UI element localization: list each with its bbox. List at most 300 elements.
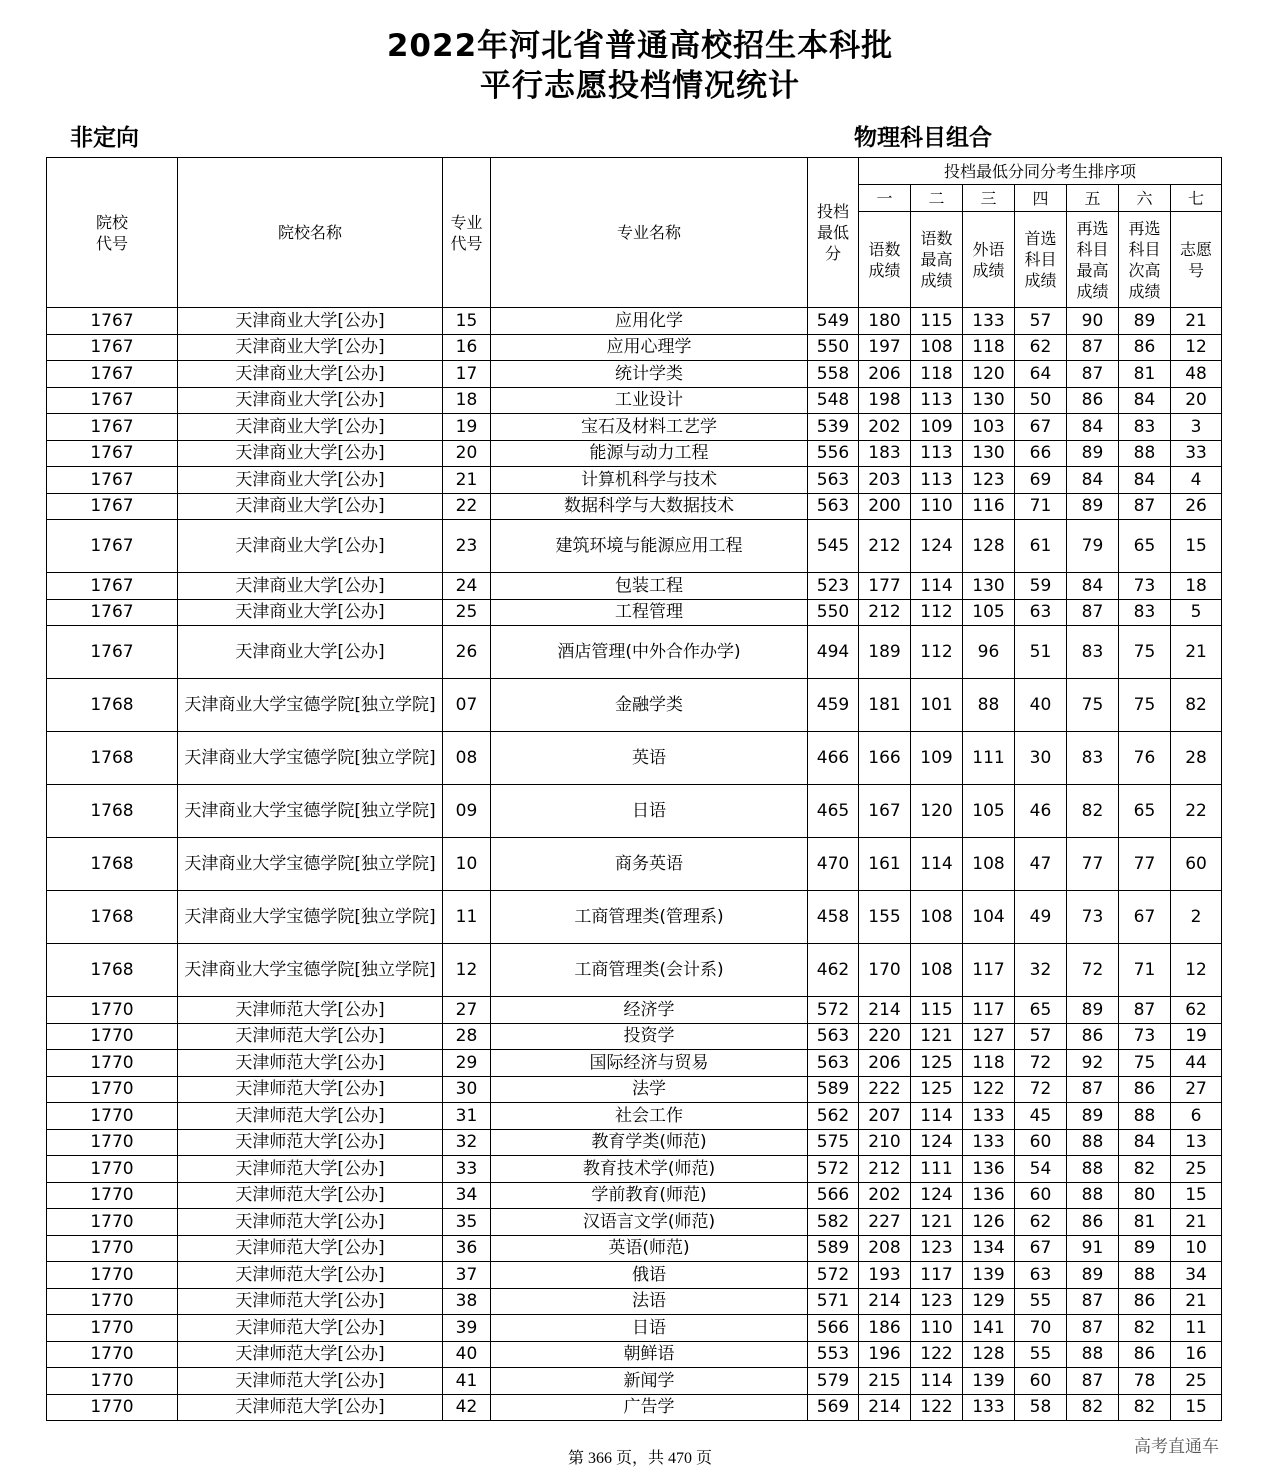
header-major-name: 专业名称 — [491, 158, 808, 308]
cell-school-code: 1767 — [47, 467, 178, 494]
header-tie-item-text: 外语成绩 — [972, 239, 1005, 280]
cell-tie-2: 101 — [911, 679, 963, 732]
header-ordinal: 一 — [859, 185, 911, 212]
cell-tie-2: 122 — [911, 1394, 963, 1421]
cell-tie-6: 71 — [1119, 944, 1171, 997]
cell-tie-5: 88 — [1067, 1341, 1119, 1368]
cell-tie-6: 88 — [1119, 1262, 1171, 1289]
cell-tie-7: 44 — [1171, 1050, 1222, 1077]
cell-school-name: 天津师范大学[公办] — [178, 1288, 443, 1315]
cell-school-code: 1770 — [47, 1235, 178, 1262]
cell-min-score: 545 — [808, 520, 859, 573]
header-tie-item-text: 再选科目次高成绩 — [1128, 218, 1161, 301]
cell-tie-3: 108 — [963, 838, 1015, 891]
cell-major-code: 41 — [443, 1368, 491, 1395]
header-tie-item — [911, 212, 963, 308]
cell-major-code: 16 — [443, 334, 491, 361]
cell-tie-5: 87 — [1067, 361, 1119, 388]
table-row — [47, 891, 1222, 944]
table-row — [47, 414, 1222, 441]
cell-tie-7: 10 — [1171, 1235, 1222, 1262]
cell-major-name: 汉语言文学(师范) — [491, 1209, 808, 1236]
cell-tie-3: 96 — [963, 626, 1015, 679]
table-row — [47, 467, 1222, 494]
cell-tie-5: 72 — [1067, 944, 1119, 997]
cell-tie-2: 114 — [911, 573, 963, 600]
cell-tie-7: 28 — [1171, 732, 1222, 785]
cell-tie-7: 26 — [1171, 493, 1222, 520]
cell-tie-2: 115 — [911, 308, 963, 335]
cell-tie-2: 125 — [911, 1050, 963, 1077]
cell-school-name: 天津师范大学[公办] — [178, 1262, 443, 1289]
cell-school-name: 天津商业大学宝德学院[独立学院] — [178, 732, 443, 785]
cell-min-score: 459 — [808, 679, 859, 732]
cell-tie-4: 46 — [1015, 785, 1067, 838]
header-tie-item-text: 语数最高成绩 — [920, 229, 953, 290]
cell-major-code: 08 — [443, 732, 491, 785]
cell-min-score: 572 — [808, 1156, 859, 1183]
table-body — [47, 308, 1222, 1421]
cell-tie-5: 86 — [1067, 1209, 1119, 1236]
cell-major-code: 42 — [443, 1394, 491, 1421]
cell-major-name: 教育技术学(师范) — [491, 1156, 808, 1183]
cell-tie-3: 104 — [963, 891, 1015, 944]
cell-tie-5: 84 — [1067, 414, 1119, 441]
cell-major-name: 日语 — [491, 1315, 808, 1342]
cell-tie-7: 20 — [1171, 387, 1222, 414]
cell-tie-3: 133 — [963, 1129, 1015, 1156]
cell-major-name: 包装工程 — [491, 573, 808, 600]
cell-school-code: 1768 — [47, 679, 178, 732]
cell-tie-5: 88 — [1067, 1182, 1119, 1209]
cell-major-name: 新闻学 — [491, 1368, 808, 1395]
table-row — [47, 944, 1222, 997]
cell-major-code: 35 — [443, 1209, 491, 1236]
cell-school-code: 1768 — [47, 891, 178, 944]
header-min-score — [808, 158, 859, 308]
cell-tie-1: 161 — [859, 838, 911, 891]
cell-tie-4: 50 — [1015, 387, 1067, 414]
cell-major-name: 统计学类 — [491, 361, 808, 388]
cell-tie-4: 69 — [1015, 467, 1067, 494]
cell-min-score: 589 — [808, 1076, 859, 1103]
cell-min-score: 550 — [808, 334, 859, 361]
cell-school-code: 1770 — [47, 1368, 178, 1395]
cell-tie-3: 111 — [963, 732, 1015, 785]
cell-tie-3: 134 — [963, 1235, 1015, 1262]
cell-tie-3: 136 — [963, 1156, 1015, 1183]
cell-tie-2: 114 — [911, 838, 963, 891]
cell-tie-4: 62 — [1015, 1209, 1067, 1236]
cell-school-code: 1768 — [47, 785, 178, 838]
cell-major-name: 数据科学与大数据技术 — [491, 493, 808, 520]
cell-tie-3: 117 — [963, 997, 1015, 1024]
cell-min-score: 556 — [808, 440, 859, 467]
cell-tie-7: 82 — [1171, 679, 1222, 732]
cell-school-name: 天津商业大学宝德学院[独立学院] — [178, 891, 443, 944]
cell-tie-5: 92 — [1067, 1050, 1119, 1077]
header-school-code-text: 院校代号 — [95, 212, 128, 253]
cell-major-name: 能源与动力工程 — [491, 440, 808, 467]
cell-tie-6: 88 — [1119, 440, 1171, 467]
cell-major-name: 酒店管理(中外合作办学) — [491, 626, 808, 679]
cell-tie-6: 88 — [1119, 1103, 1171, 1130]
cell-tie-7: 12 — [1171, 334, 1222, 361]
cell-tie-4: 51 — [1015, 626, 1067, 679]
cell-tie-7: 48 — [1171, 361, 1222, 388]
cell-major-code: 07 — [443, 679, 491, 732]
cell-major-name: 学前教育(师范) — [491, 1182, 808, 1209]
header-major-code-text: 专业代号 — [450, 212, 483, 253]
cell-major-code: 09 — [443, 785, 491, 838]
table-row — [47, 1394, 1222, 1421]
cell-min-score: 562 — [808, 1103, 859, 1130]
cell-tie-4: 71 — [1015, 493, 1067, 520]
cell-tie-1: 167 — [859, 785, 911, 838]
cell-tie-2: 114 — [911, 1103, 963, 1130]
cell-tie-3: 126 — [963, 1209, 1015, 1236]
cell-tie-6: 83 — [1119, 414, 1171, 441]
cell-school-name: 天津师范大学[公办] — [178, 1235, 443, 1262]
cell-tie-6: 78 — [1119, 1368, 1171, 1395]
cell-tie-1: 198 — [859, 387, 911, 414]
cell-min-score: 462 — [808, 944, 859, 997]
cell-tie-2: 110 — [911, 1315, 963, 1342]
cell-school-name: 天津商业大学宝德学院[独立学院] — [178, 944, 443, 997]
table-row — [47, 785, 1222, 838]
cell-tie-1: 155 — [859, 891, 911, 944]
cell-tie-6: 86 — [1119, 334, 1171, 361]
header-tie-item-text: 语数成绩 — [868, 239, 901, 280]
cell-tie-5: 77 — [1067, 838, 1119, 891]
category-label: 非定向 — [70, 125, 139, 151]
table-row — [47, 334, 1222, 361]
header-ordinal: 二 — [911, 185, 963, 212]
cell-tie-4: 64 — [1015, 361, 1067, 388]
cell-min-score: 523 — [808, 573, 859, 600]
cell-school-code: 1767 — [47, 334, 178, 361]
table-row — [47, 1368, 1222, 1395]
cell-tie-5: 87 — [1067, 1315, 1119, 1342]
watermark: 高考直通车 — [1134, 1437, 1219, 1457]
header-tie-item — [1015, 212, 1067, 308]
cell-school-code: 1770 — [47, 997, 178, 1024]
cell-tie-4: 45 — [1015, 1103, 1067, 1130]
cell-major-code: 25 — [443, 599, 491, 626]
cell-tie-4: 62 — [1015, 334, 1067, 361]
header-tie-item — [963, 212, 1015, 308]
cell-major-code: 32 — [443, 1129, 491, 1156]
cell-major-name: 金融学类 — [491, 679, 808, 732]
cell-tie-1: 193 — [859, 1262, 911, 1289]
cell-tie-5: 89 — [1067, 997, 1119, 1024]
cell-tie-1: 212 — [859, 520, 911, 573]
cell-tie-3: 130 — [963, 387, 1015, 414]
cell-major-name: 投资学 — [491, 1023, 808, 1050]
cell-tie-3: 127 — [963, 1023, 1015, 1050]
cell-tie-2: 112 — [911, 626, 963, 679]
cell-tie-7: 6 — [1171, 1103, 1222, 1130]
cell-tie-6: 82 — [1119, 1156, 1171, 1183]
table-row — [47, 1315, 1222, 1342]
cell-tie-4: 61 — [1015, 520, 1067, 573]
table-row — [47, 626, 1222, 679]
cell-min-score: 571 — [808, 1288, 859, 1315]
cell-school-code: 1770 — [47, 1129, 178, 1156]
cell-tie-6: 80 — [1119, 1182, 1171, 1209]
header-tie-item-text: 再选科目最高成绩 — [1076, 218, 1109, 301]
cell-major-name: 商务英语 — [491, 838, 808, 891]
cell-min-score: 465 — [808, 785, 859, 838]
cell-major-code: 12 — [443, 944, 491, 997]
cell-tie-4: 32 — [1015, 944, 1067, 997]
cell-major-name: 工商管理类(会计系) — [491, 944, 808, 997]
cell-school-code: 1770 — [47, 1209, 178, 1236]
cell-tie-7: 25 — [1171, 1156, 1222, 1183]
cell-school-code: 1768 — [47, 838, 178, 891]
header-major-code — [443, 158, 491, 308]
cell-tie-2: 118 — [911, 361, 963, 388]
table-row — [47, 387, 1222, 414]
cell-tie-1: 183 — [859, 440, 911, 467]
cell-min-score: 582 — [808, 1209, 859, 1236]
cell-tie-6: 84 — [1119, 1129, 1171, 1156]
cell-major-name: 英语 — [491, 732, 808, 785]
table-row — [47, 1288, 1222, 1315]
table-row — [47, 1103, 1222, 1130]
cell-tie-7: 34 — [1171, 1262, 1222, 1289]
cell-school-code: 1770 — [47, 1315, 178, 1342]
cell-school-name: 天津师范大学[公办] — [178, 997, 443, 1024]
cell-tie-1: 206 — [859, 361, 911, 388]
table-row — [47, 1262, 1222, 1289]
cell-tie-3: 118 — [963, 334, 1015, 361]
cell-min-score: 550 — [808, 599, 859, 626]
cell-tie-6: 76 — [1119, 732, 1171, 785]
cell-tie-3: 133 — [963, 1394, 1015, 1421]
cell-school-name: 天津师范大学[公办] — [178, 1341, 443, 1368]
cell-tie-2: 108 — [911, 891, 963, 944]
cell-tie-5: 91 — [1067, 1235, 1119, 1262]
cell-major-code: 11 — [443, 891, 491, 944]
table-row — [47, 1182, 1222, 1209]
cell-major-code: 26 — [443, 626, 491, 679]
cell-tie-2: 112 — [911, 599, 963, 626]
cell-major-code: 31 — [443, 1103, 491, 1130]
table-row — [47, 1076, 1222, 1103]
cell-tie-7: 19 — [1171, 1023, 1222, 1050]
cell-major-name: 应用化学 — [491, 308, 808, 335]
cell-tie-1: 220 — [859, 1023, 911, 1050]
cell-tie-5: 89 — [1067, 440, 1119, 467]
cell-tie-7: 27 — [1171, 1076, 1222, 1103]
header-ordinal: 四 — [1015, 185, 1067, 212]
table-row — [47, 1129, 1222, 1156]
cell-tie-6: 65 — [1119, 785, 1171, 838]
header-min-score-text: 投档最低分 — [816, 202, 849, 263]
cell-school-name: 天津商业大学[公办] — [178, 440, 443, 467]
cell-major-code: 24 — [443, 573, 491, 600]
cell-tie-1: 210 — [859, 1129, 911, 1156]
cell-min-score: 575 — [808, 1129, 859, 1156]
cell-tie-4: 60 — [1015, 1368, 1067, 1395]
cell-major-code: 27 — [443, 997, 491, 1024]
cell-tie-2: 125 — [911, 1076, 963, 1103]
cell-tie-1: 203 — [859, 467, 911, 494]
cell-tie-2: 121 — [911, 1209, 963, 1236]
cell-tie-1: 215 — [859, 1368, 911, 1395]
admission-table — [46, 157, 1222, 1421]
cell-major-name: 经济学 — [491, 997, 808, 1024]
cell-school-name: 天津商业大学[公办] — [178, 493, 443, 520]
cell-tie-1: 222 — [859, 1076, 911, 1103]
table-row — [47, 679, 1222, 732]
cell-tie-4: 57 — [1015, 1023, 1067, 1050]
cell-school-code: 1768 — [47, 944, 178, 997]
cell-tie-3: 117 — [963, 944, 1015, 997]
cell-school-code: 1770 — [47, 1288, 178, 1315]
cell-tie-2: 108 — [911, 944, 963, 997]
table-row — [47, 1341, 1222, 1368]
cell-major-code: 23 — [443, 520, 491, 573]
cell-school-name: 天津师范大学[公办] — [178, 1156, 443, 1183]
table-row — [47, 599, 1222, 626]
cell-school-name: 天津商业大学宝德学院[独立学院] — [178, 838, 443, 891]
cell-school-name: 天津商业大学[公办] — [178, 467, 443, 494]
cell-tie-7: 11 — [1171, 1315, 1222, 1342]
cell-tie-3: 130 — [963, 440, 1015, 467]
cell-major-name: 广告学 — [491, 1394, 808, 1421]
cell-tie-3: 133 — [963, 1103, 1015, 1130]
cell-major-code: 37 — [443, 1262, 491, 1289]
cell-tie-1: 212 — [859, 1156, 911, 1183]
cell-school-name: 天津商业大学[公办] — [178, 414, 443, 441]
cell-major-code: 18 — [443, 387, 491, 414]
table-row — [47, 1156, 1222, 1183]
cell-school-code: 1767 — [47, 599, 178, 626]
cell-tie-5: 82 — [1067, 1394, 1119, 1421]
cell-major-name: 应用心理学 — [491, 334, 808, 361]
cell-tie-4: 54 — [1015, 1156, 1067, 1183]
cell-tie-6: 86 — [1119, 1076, 1171, 1103]
cell-tie-1: 227 — [859, 1209, 911, 1236]
page-footer: 第 366 页，共 470 页 — [567, 1450, 712, 1467]
cell-major-code: 17 — [443, 361, 491, 388]
cell-major-code: 38 — [443, 1288, 491, 1315]
cell-tie-4: 67 — [1015, 1235, 1067, 1262]
cell-school-code: 1770 — [47, 1103, 178, 1130]
cell-tie-4: 70 — [1015, 1315, 1067, 1342]
cell-major-name: 教育学类(师范) — [491, 1129, 808, 1156]
cell-tie-4: 49 — [1015, 891, 1067, 944]
cell-tie-4: 63 — [1015, 1262, 1067, 1289]
cell-tie-3: 139 — [963, 1368, 1015, 1395]
cell-tie-3: 139 — [963, 1262, 1015, 1289]
cell-school-name: 天津师范大学[公办] — [178, 1103, 443, 1130]
page-subtitle: 平行志愿投档情况统计 — [480, 68, 800, 104]
cell-major-code: 20 — [443, 440, 491, 467]
cell-tie-6: 82 — [1119, 1315, 1171, 1342]
cell-tie-7: 15 — [1171, 520, 1222, 573]
cell-major-code: 21 — [443, 467, 491, 494]
cell-tie-6: 87 — [1119, 997, 1171, 1024]
header-tie-item — [859, 212, 911, 308]
cell-tie-3: 128 — [963, 1341, 1015, 1368]
cell-school-code: 1767 — [47, 440, 178, 467]
cell-tie-5: 84 — [1067, 573, 1119, 600]
cell-tie-4: 72 — [1015, 1050, 1067, 1077]
cell-tie-5: 87 — [1067, 599, 1119, 626]
cell-major-code: 29 — [443, 1050, 491, 1077]
cell-school-name: 天津商业大学宝德学院[独立学院] — [178, 785, 443, 838]
cell-school-code: 1770 — [47, 1182, 178, 1209]
cell-major-code: 34 — [443, 1182, 491, 1209]
cell-tie-7: 15 — [1171, 1394, 1222, 1421]
cell-school-code: 1767 — [47, 387, 178, 414]
cell-tie-1: 202 — [859, 1182, 911, 1209]
header-tie-item — [1171, 212, 1222, 308]
table-row — [47, 1235, 1222, 1262]
cell-tie-4: 66 — [1015, 440, 1067, 467]
cell-tie-1: 212 — [859, 599, 911, 626]
cell-tie-4: 63 — [1015, 599, 1067, 626]
cell-major-name: 工业设计 — [491, 387, 808, 414]
cell-tie-7: 21 — [1171, 1288, 1222, 1315]
cell-min-score: 563 — [808, 493, 859, 520]
cell-min-score: 553 — [808, 1341, 859, 1368]
table-row — [47, 573, 1222, 600]
cell-school-code: 1767 — [47, 493, 178, 520]
cell-min-score: 589 — [808, 1235, 859, 1262]
cell-min-score: 494 — [808, 626, 859, 679]
cell-tie-7: 21 — [1171, 308, 1222, 335]
cell-tie-5: 89 — [1067, 1262, 1119, 1289]
header-school-name: 院校名称 — [178, 158, 443, 308]
cell-min-score: 549 — [808, 308, 859, 335]
cell-tie-3: 118 — [963, 1050, 1015, 1077]
header-ordinal: 七 — [1171, 185, 1222, 212]
cell-major-code: 36 — [443, 1235, 491, 1262]
cell-tie-3: 133 — [963, 308, 1015, 335]
cell-tie-5: 86 — [1067, 1023, 1119, 1050]
table-row — [47, 1023, 1222, 1050]
cell-tie-1: 170 — [859, 944, 911, 997]
cell-major-name: 工商管理类(管理系) — [491, 891, 808, 944]
cell-tie-7: 12 — [1171, 944, 1222, 997]
cell-tie-6: 73 — [1119, 573, 1171, 600]
cell-major-name: 工程管理 — [491, 599, 808, 626]
cell-school-code: 1767 — [47, 361, 178, 388]
header-tie-item-text: 首选科目成绩 — [1024, 229, 1057, 290]
cell-tie-4: 47 — [1015, 838, 1067, 891]
cell-tie-1: 202 — [859, 414, 911, 441]
cell-tie-5: 89 — [1067, 493, 1119, 520]
cell-school-code: 1767 — [47, 626, 178, 679]
cell-school-name: 天津商业大学[公办] — [178, 520, 443, 573]
cell-tie-3: 122 — [963, 1076, 1015, 1103]
cell-tie-2: 124 — [911, 1129, 963, 1156]
cell-major-name: 俄语 — [491, 1262, 808, 1289]
cell-tie-2: 120 — [911, 785, 963, 838]
cell-tie-7: 62 — [1171, 997, 1222, 1024]
subject-group-label: 物理科目组合 — [854, 125, 992, 151]
cell-tie-1: 206 — [859, 1050, 911, 1077]
cell-tie-1: 214 — [859, 1394, 911, 1421]
cell-tie-5: 87 — [1067, 1076, 1119, 1103]
cell-min-score: 566 — [808, 1315, 859, 1342]
table-row — [47, 493, 1222, 520]
cell-school-code: 1767 — [47, 520, 178, 573]
